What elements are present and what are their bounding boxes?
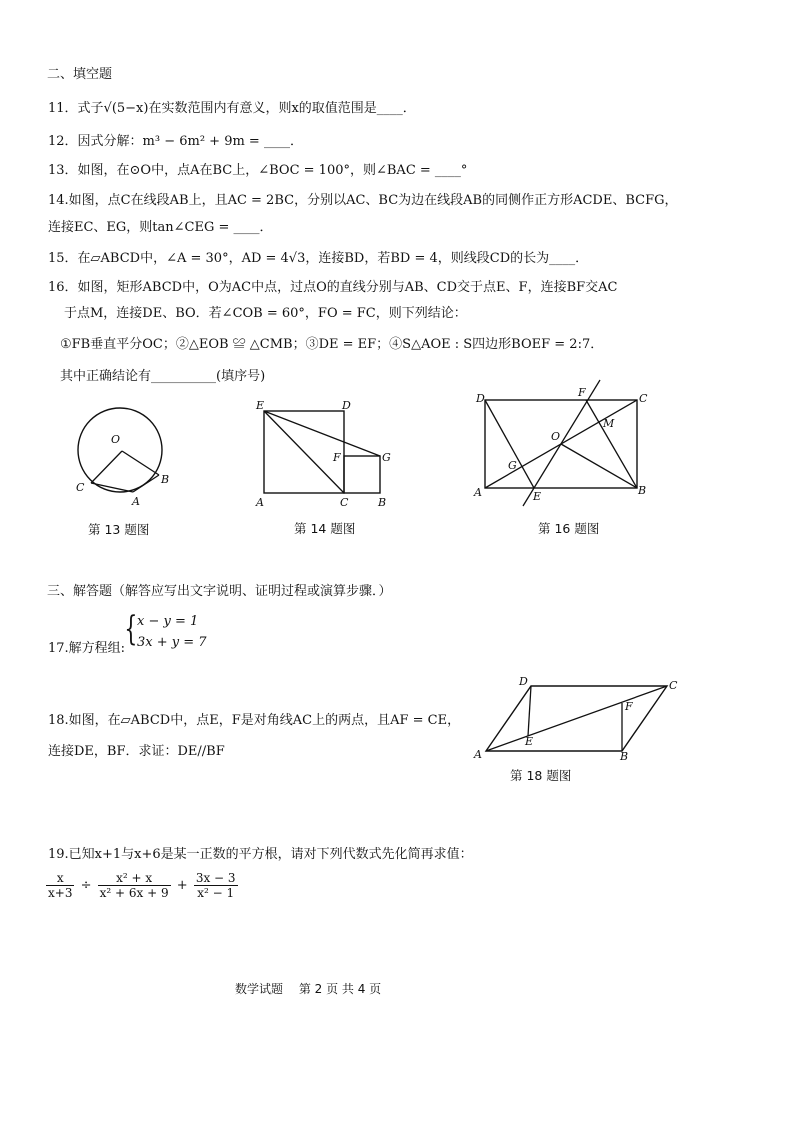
fig18-label-F: F bbox=[625, 700, 633, 713]
question-14-line1: 14.如图，点C在线段AB上，且AC = 2BC，分别以AC、BC为边在线段AB的同侧作正方形ACDE、BCFG， bbox=[48, 193, 678, 208]
question-12: 12．因式分解：m³ − 6m² + 9m = ____． bbox=[48, 134, 303, 149]
fig16-label-O: O bbox=[551, 430, 561, 443]
question-18-line1: 18.如图，在▱ABCD中，点E，F是对角线AC上的两点，且AF = CE， bbox=[48, 713, 461, 728]
fig18-label-B: B bbox=[620, 750, 629, 762]
divide-operator: ÷ bbox=[80, 878, 92, 893]
section-title-solve: 三、解答题（解答应写出文字说明、证明过程或演算步骤．） bbox=[47, 584, 392, 599]
page-footer: 数学试题 第 2 页 共 4 页 bbox=[235, 982, 382, 996]
fraction-3-denominator: x² − 1 bbox=[197, 886, 235, 900]
system-brace: { bbox=[124, 609, 138, 649]
fig13-label-O: O bbox=[111, 433, 121, 446]
question-11: 11．式子√(5−x)在实数范围内有意义，则x的取值范围是____． bbox=[48, 101, 416, 116]
fraction-2 bbox=[98, 871, 171, 900]
fig13-label-C: C bbox=[76, 481, 85, 494]
question-17-label: 17.解方程组: bbox=[48, 641, 126, 656]
fraction-1-denominator: x+3 bbox=[48, 886, 73, 900]
fig16-label-M: M bbox=[603, 417, 615, 430]
question-16-conclusions: ①FB垂直平分OC；②△EOB ≌ △CMB；③DE = EF；④S△AOE : S四边形BOEF = 2:7． bbox=[60, 337, 604, 352]
fig18-label-C: C bbox=[669, 679, 678, 692]
fig14-label-G: G bbox=[382, 451, 391, 464]
question-19: 19.已知x+1与x+6是某一正数的平方根，请对下列代数式先化简再求值： bbox=[48, 847, 473, 862]
question-19-expression bbox=[44, 871, 240, 900]
fig18-label-E: E bbox=[525, 735, 534, 748]
fig14-label-B: B bbox=[378, 496, 387, 509]
figure-18-parallelogram bbox=[470, 672, 685, 762]
figure-16-rectangle bbox=[472, 378, 657, 508]
equation-1: x − y = 1 bbox=[137, 614, 199, 629]
fig14-label-C: C bbox=[340, 496, 349, 509]
fig14-label-A: A bbox=[256, 496, 264, 509]
fig16-label-A: A bbox=[474, 486, 482, 499]
question-13: 13．如图，在⊙O中，点A在BC上，∠BOC = 100°，则∠BAC = ____° bbox=[48, 163, 468, 178]
question-15: 15．在▱ABCD中，∠A = 30°，AD = 4√3，连接BD，若BD = 4，则线段CD的长为____． bbox=[48, 251, 589, 266]
figure-18-caption: 第 18 题图 bbox=[510, 768, 572, 783]
figure-13-caption: 第 13 题图 bbox=[88, 522, 150, 537]
fraction-1-numerator: x bbox=[46, 871, 74, 886]
fraction-3-numerator: 3x − 3 bbox=[195, 871, 236, 885]
fraction-1 bbox=[46, 871, 74, 900]
question-16-answer-prompt: 其中正确结论有__________(填序号) bbox=[60, 369, 266, 384]
fraction-3 bbox=[194, 871, 238, 900]
figure-14-caption: 第 14 题图 bbox=[294, 521, 356, 536]
fig16-label-D: D bbox=[476, 392, 485, 405]
fig14-label-E: E bbox=[256, 399, 265, 412]
fig18-label-D: D bbox=[519, 675, 528, 688]
figure-13-circle bbox=[70, 405, 180, 505]
figure-14-squares bbox=[252, 395, 402, 515]
fig13-label-B: B bbox=[161, 473, 170, 486]
fig13-label-A: A bbox=[132, 495, 140, 505]
fraction-2-numerator: x² + x bbox=[98, 871, 171, 886]
equation-2: 3x + y = 7 bbox=[137, 635, 207, 650]
fig16-label-F: F bbox=[578, 386, 586, 399]
fig16-label-B: B bbox=[638, 484, 647, 497]
fraction-2-denominator: x² + 6x + 9 bbox=[99, 886, 169, 900]
section-title-fill-blank: 二、填空题 bbox=[47, 67, 113, 82]
fig16-label-G: G bbox=[508, 459, 517, 472]
question-18-line2: 连接DE，BF．求证：DE//BF bbox=[48, 744, 225, 759]
fig18-label-A: A bbox=[474, 748, 482, 761]
figure-16-caption: 第 16 题图 bbox=[538, 521, 600, 536]
fig16-label-C: C bbox=[639, 392, 648, 405]
fig14-label-F: F bbox=[333, 451, 341, 464]
question-16-line2: 于点M，连接DE、BO．若∠COB = 60°，FO = FC，则下列结论： bbox=[64, 306, 467, 321]
plus-operator: + bbox=[176, 878, 188, 893]
question-16-line1: 16．如图，矩形ABCD中，O为AC中点，过点O的直线分别与AB、CD交于点E、F，连接BF交AC bbox=[48, 280, 618, 295]
question-14-line2: 连接EC、EG，则tan∠CEG = ____． bbox=[48, 220, 273, 235]
fig16-label-E: E bbox=[533, 490, 542, 503]
fig14-label-D: D bbox=[342, 399, 351, 412]
